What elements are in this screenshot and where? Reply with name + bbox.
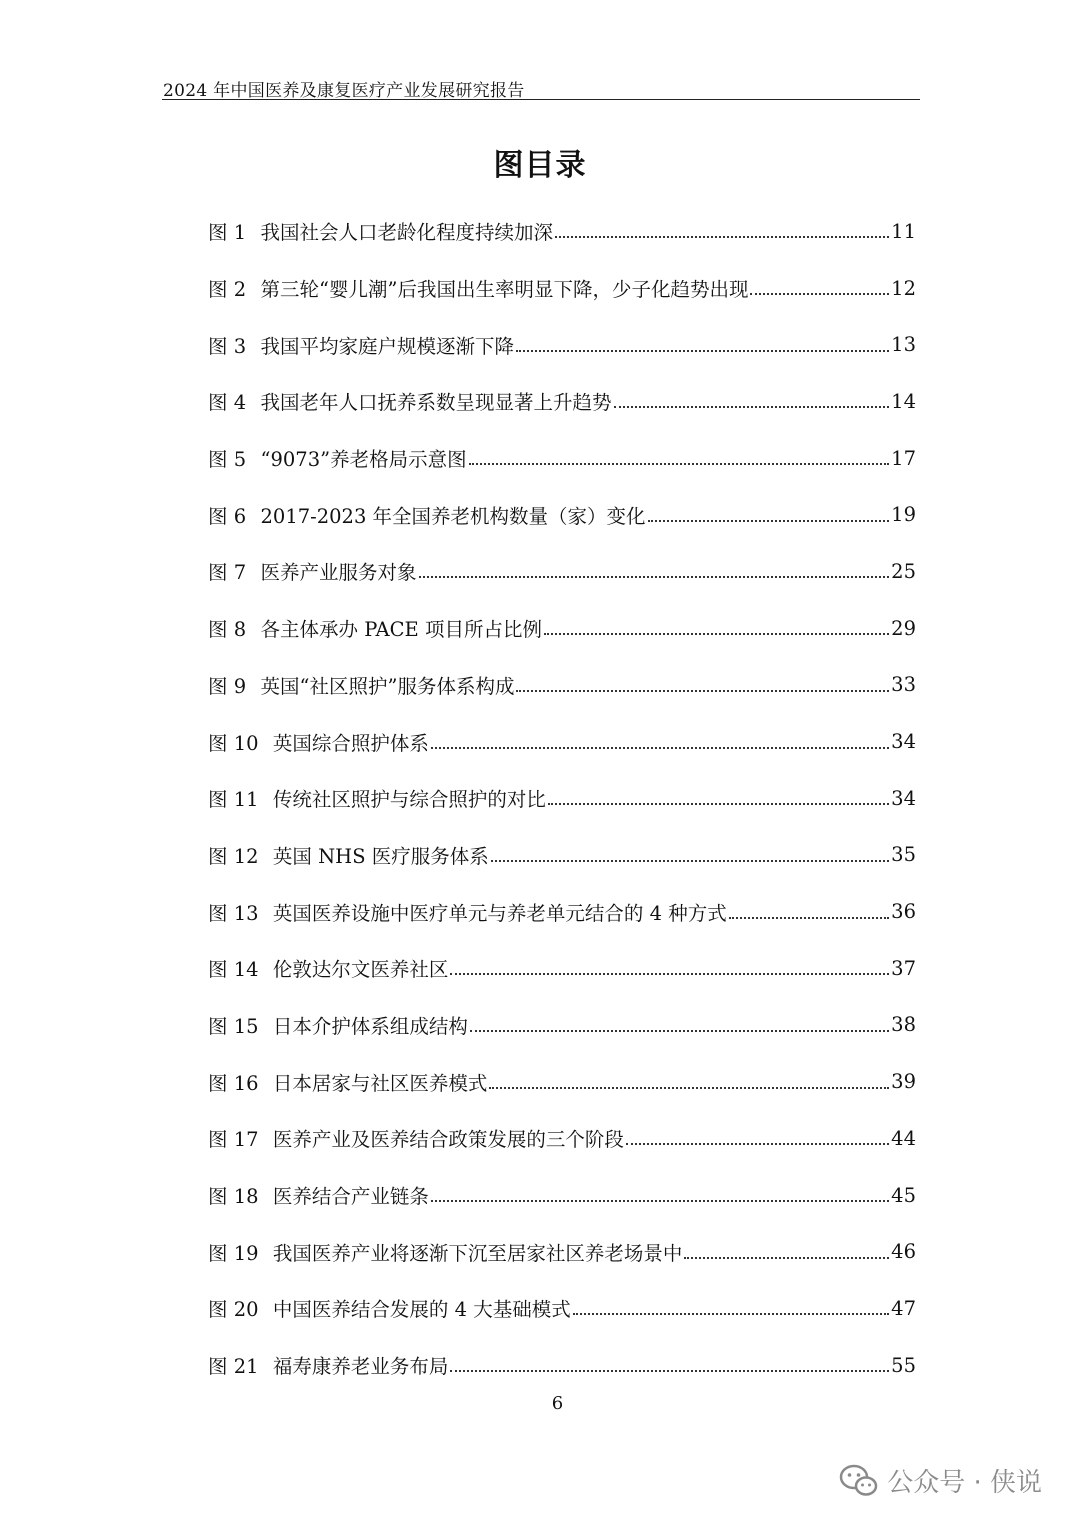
- figure-label: 图 1: [208, 221, 247, 245]
- toc-entry[interactable]: [208, 770, 916, 827]
- page-ref: 14: [891, 389, 916, 413]
- dot-leader: [489, 1087, 889, 1089]
- page-ref: 33: [891, 673, 916, 697]
- page-ref: 47: [891, 1296, 916, 1320]
- toc-entry[interactable]: [208, 1110, 916, 1167]
- figure-title: 福寿康养老业务布局: [272, 1355, 449, 1379]
- figure-label: 图 16: [208, 1071, 259, 1095]
- dot-leader: [450, 1370, 889, 1372]
- figure-title: 医养结合产业链条: [272, 1185, 429, 1209]
- page-ref: 34: [891, 730, 916, 754]
- toc-entry[interactable]: [208, 657, 916, 714]
- toc-entry[interactable]: [208, 827, 916, 884]
- page-ref: 11: [891, 219, 916, 243]
- figure-label: 图 18: [208, 1185, 259, 1209]
- dot-leader: [548, 803, 889, 805]
- page-ref: 36: [891, 900, 916, 924]
- toc-entry[interactable]: [208, 203, 916, 260]
- dot-leader: [470, 1030, 889, 1032]
- figure-label: 图 11: [208, 788, 259, 812]
- figure-title: 传统社区照护与综合照护的对比: [272, 788, 546, 812]
- figure-title: 伦敦达尔文医养社区: [272, 958, 449, 982]
- dot-leader: [626, 1143, 889, 1145]
- toc-entry[interactable]: [208, 940, 916, 997]
- toc-entry[interactable]: [208, 713, 916, 770]
- toc-entry[interactable]: [208, 316, 916, 373]
- page-ref: 19: [891, 503, 916, 527]
- figure-title: 英国 NHS 医疗服务体系: [272, 844, 489, 868]
- figure-title: 中国医养结合发展的 4 大基础模式: [272, 1298, 571, 1322]
- dot-leader: [516, 690, 889, 692]
- figure-title: 我国老年人口抚养系数呈现显著上升趋势: [260, 391, 612, 415]
- toc-entry[interactable]: [208, 997, 916, 1054]
- figure-label: 图 10: [208, 731, 259, 755]
- dot-leader: [516, 350, 889, 352]
- figure-title: 2017-2023 年全国养老机构数量（家）变化: [260, 504, 646, 528]
- figure-label: 图 17: [208, 1128, 259, 1152]
- figure-label: 图 5: [208, 448, 247, 472]
- page-title: 图目录: [493, 148, 587, 183]
- page-ref: 46: [891, 1240, 916, 1264]
- dot-leader: [648, 520, 890, 522]
- figure-label: 图 2: [208, 278, 247, 302]
- page-ref: 35: [891, 843, 916, 867]
- page-ref: 12: [891, 276, 916, 300]
- dot-leader: [431, 1200, 889, 1202]
- figure-title: 英国医养设施中医疗单元与养老单元结合的 4 种方式: [272, 901, 727, 925]
- figure-label: 图 20: [208, 1298, 259, 1322]
- page-ref: 37: [891, 956, 916, 980]
- toc-entry[interactable]: [208, 1223, 916, 1280]
- figure-label: 图 9: [208, 674, 247, 698]
- page-ref: 38: [891, 1013, 916, 1037]
- header-divider: [162, 99, 920, 100]
- page-ref: 29: [891, 616, 916, 640]
- dot-leader: [729, 917, 889, 919]
- figure-label: 图 19: [208, 1241, 259, 1265]
- report-header-title: 2024 年中国医养及康复医疗产业发展研究报告: [163, 81, 525, 101]
- figure-title: 我国医养产业将逐渐下沉至居家社区养老场景中: [272, 1241, 683, 1265]
- figure-title: 我国平均家庭户规模逐渐下降: [260, 334, 515, 358]
- dot-leader: [614, 406, 890, 408]
- page-ref: 55: [891, 1353, 916, 1377]
- toc-entry[interactable]: [208, 1280, 916, 1337]
- figure-title: 第三轮“婴儿潮”后我国出生率明显下降，少子化趋势出现: [260, 278, 749, 302]
- toc-entry[interactable]: [208, 430, 916, 487]
- figure-label: 图 6: [208, 504, 247, 528]
- page-ref: 25: [891, 559, 916, 583]
- toc-entry[interactable]: [208, 600, 916, 657]
- figure-label: 图 15: [208, 1014, 259, 1038]
- toc-entry[interactable]: [208, 260, 916, 317]
- toc-entry[interactable]: [208, 883, 916, 940]
- dot-leader: [555, 236, 889, 238]
- figure-title: 我国社会人口老龄化程度持续加深: [260, 221, 554, 245]
- figure-label: 图 7: [208, 561, 247, 585]
- figure-title: “9073”养老格局示意图: [260, 448, 467, 472]
- toc-entry[interactable]: [208, 543, 916, 600]
- figure-title: 各主体承办 PACE 项目所占比例: [260, 618, 542, 642]
- dot-leader: [450, 973, 889, 975]
- figure-label: 图 8: [208, 618, 247, 642]
- toc-entry[interactable]: [208, 1167, 916, 1224]
- page-ref: 34: [891, 786, 916, 810]
- figure-label: 图 13: [208, 901, 259, 925]
- dot-leader: [544, 633, 889, 635]
- dot-leader: [469, 463, 890, 465]
- dot-leader: [573, 1313, 889, 1315]
- toc-entry[interactable]: [208, 1337, 916, 1394]
- figure-title: 英国“社区照护”服务体系构成: [260, 674, 515, 698]
- dot-leader: [491, 860, 889, 862]
- figure-list: [208, 203, 916, 1393]
- page-ref: 44: [891, 1126, 916, 1150]
- figure-title: 日本居家与社区医养模式: [272, 1071, 488, 1095]
- figure-label: 图 4: [208, 391, 247, 415]
- watermark: [839, 1462, 1042, 1499]
- dot-leader: [684, 1257, 889, 1259]
- page-ref: 13: [891, 333, 916, 357]
- toc-entry[interactable]: [208, 1053, 916, 1110]
- watermark-text: 公众号 · 侠说: [887, 1468, 1042, 1498]
- figure-label: 图 14: [208, 958, 259, 982]
- toc-entry[interactable]: [208, 486, 916, 543]
- figure-label: 图 21: [208, 1355, 259, 1379]
- figure-label: 图 12: [208, 844, 259, 868]
- figure-label: 图 3: [208, 334, 247, 358]
- figure-title: 医养产业服务对象: [260, 561, 417, 585]
- figure-title: 医养产业及医养结合政策发展的三个阶段: [272, 1128, 624, 1152]
- page-ref: 39: [891, 1070, 916, 1094]
- figure-title: 日本介护体系组成结构: [272, 1014, 468, 1038]
- toc-entry[interactable]: [208, 373, 916, 430]
- page-number: 6: [551, 1393, 564, 1414]
- dot-leader: [431, 747, 889, 749]
- wechat-icon: [839, 1464, 879, 1498]
- dot-leader: [750, 293, 889, 295]
- dot-leader: [419, 576, 890, 578]
- page-ref: 45: [891, 1183, 916, 1207]
- page-ref: 17: [891, 446, 916, 470]
- figure-title: 英国综合照护体系: [272, 731, 429, 755]
